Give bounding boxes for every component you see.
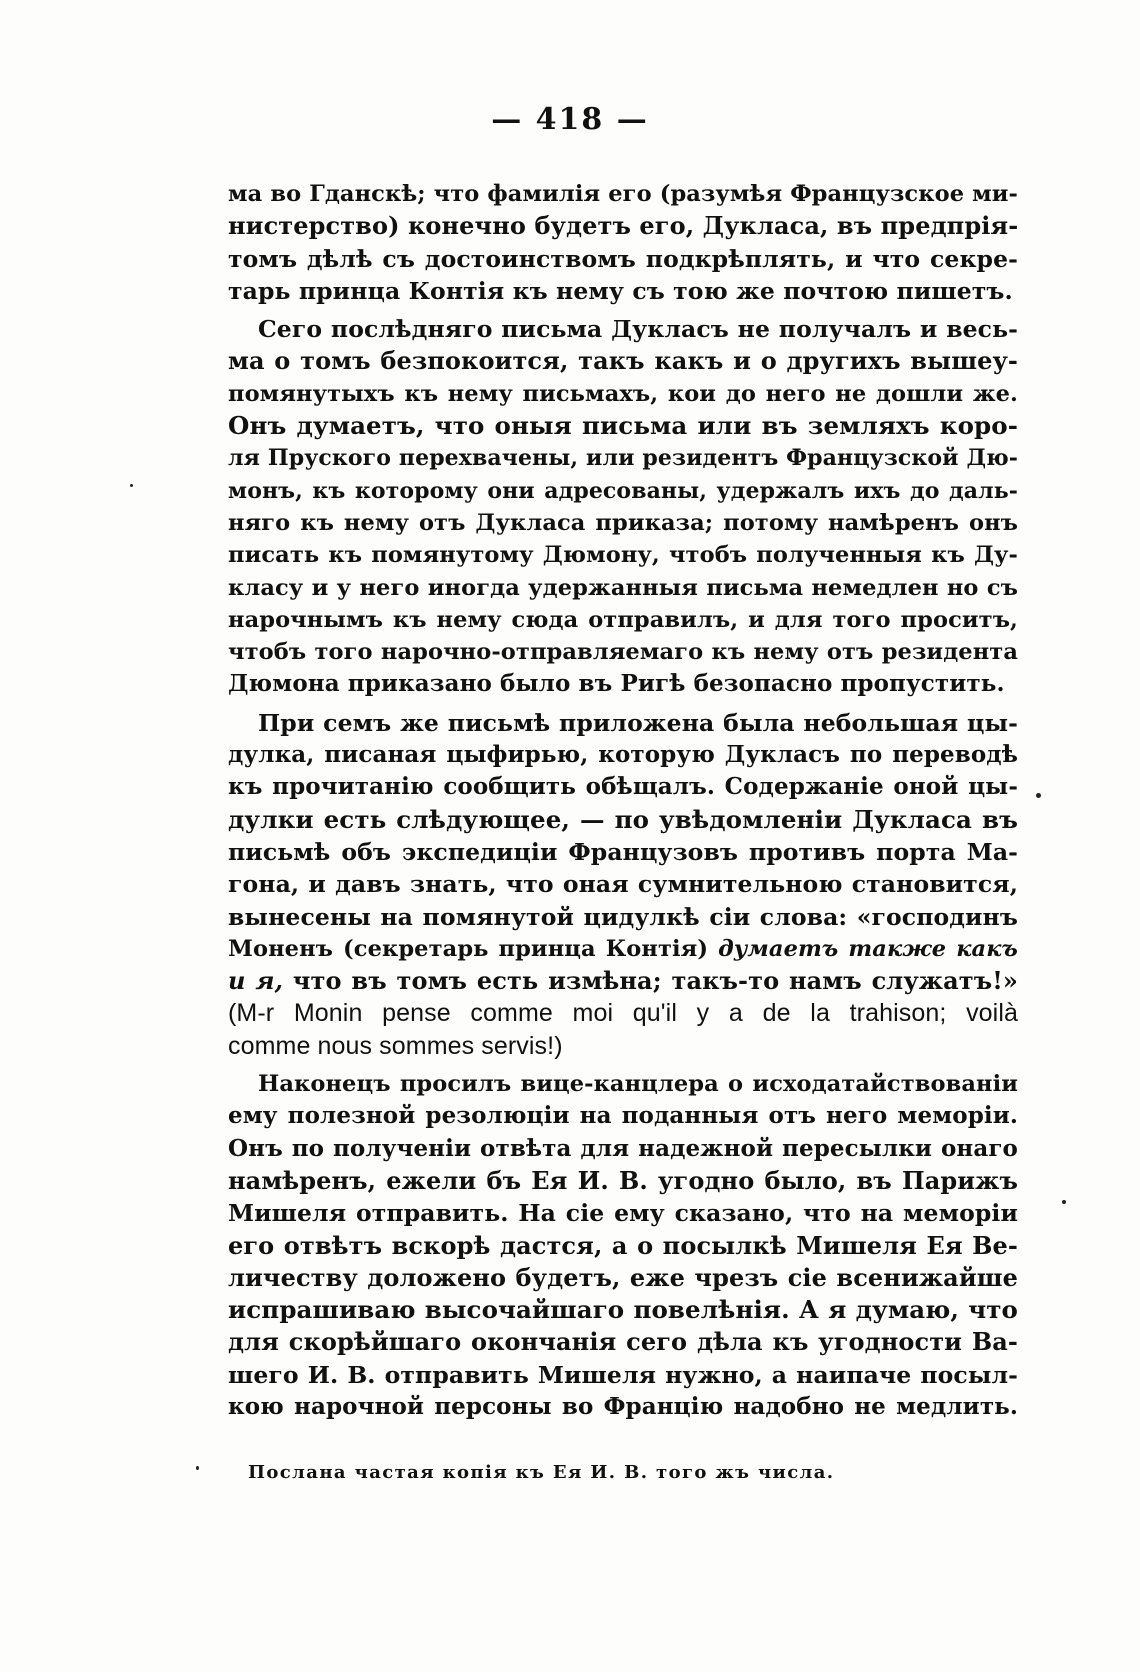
text-line: Наконецъ просилъ вице-канцлера о исходатайствованіи — [258, 1071, 1018, 1098]
text-line-french: (M-r Monin pense comme moi qu'il y a de la trahison; voilà — [228, 999, 1018, 1028]
italic-segment: думаетъ также какъ — [718, 935, 1018, 962]
text-line: личеству доложено будетъ, еже чрезъ сіе всенижайше — [228, 1262, 1018, 1292]
text-line-french: comme nous sommes servis!) — [228, 1031, 563, 1060]
page-number: — 418 — — [491, 102, 649, 137]
text-line: Онъ думаетъ, что оныя письма или въ земляхъ коро- — [228, 411, 1018, 441]
text-segment: что въ томъ есть измѣна; такъ-то намъ служатъ!» — [292, 966, 1018, 996]
text-segment: Моненъ (секретарь принца Контія) — [228, 935, 709, 962]
text-line: вынесены на помянутой цидулкѣ сіи слова: «господинъ — [228, 902, 1018, 931]
text-line: кою нарочной персоны во Францію надобно не медлить. — [228, 1392, 1018, 1420]
text-line: Мишеля отправить. На сіе ему сказано, что на меморіи — [228, 1199, 1018, 1228]
text-line: писать къ помянутому Дюмону, чтобъ полученныя къ Ду- — [228, 542, 1018, 569]
text-line: Сего послѣдняго письма Дукласъ не получалъ и весь- — [258, 315, 1018, 344]
ink-speck — [1036, 793, 1041, 798]
paragraph-4 — [228, 1068, 1018, 1423]
text-line: нистерство) конечно будетъ его, Дукласа, въ предпрія- — [228, 211, 1019, 241]
text-line: помянутыхъ къ нему письмахъ, кои до него не дошли же. — [228, 380, 1018, 407]
paragraph-2 — [228, 313, 1018, 701]
text-line: намѣренъ, ежели бъ Ея И. В. угодно было, въ Парижъ — [228, 1165, 1018, 1195]
text-line: ма во Гданскѣ; что фамилія его (разумѣя Французское ми- — [228, 181, 1018, 207]
text-line: няго къ нему отъ Дукласа приказа; потому намѣренъ онъ — [228, 509, 1018, 536]
text-line: гона, и давъ знать, что оная сумнительною становится, — [228, 870, 1018, 899]
text-line: дулки есть слѣдующее, — по увѣдомленіи Дукласа въ — [228, 804, 1018, 834]
text-line-mixed — [228, 933, 1018, 965]
footnote: Послана частая копія къ Ея И. В. того жъ числа. — [248, 1462, 835, 1483]
text-line-mixed — [228, 965, 1018, 997]
text-line: томъ дѣлѣ съ достоинствомъ подкрѣплять, и что секре- — [228, 244, 1018, 273]
text-line: монъ, къ которому они адресованы, удержалъ ихъ до даль- — [228, 477, 1018, 504]
paragraph-3 — [228, 707, 1018, 1062]
paragraph-1 — [228, 178, 1018, 307]
text-line: нарочнымъ къ нему сюда отправилъ, и для того проситъ, — [228, 606, 1018, 633]
text-line: тарь принца Контія къ нему съ тою же почтою пишетъ. — [228, 276, 1013, 305]
text-line: испрашиваю высочайшаго повелѣнія. А я думаю, что — [228, 1295, 1018, 1325]
ink-speck — [1062, 1200, 1066, 1204]
text-line: дулка, писаная цыфирью, которую Дукласъ по переводѣ — [228, 741, 1018, 769]
ink-speck — [196, 1466, 199, 1470]
text-line: письмѣ объ экспедиціи Французовъ противъ порта Ма- — [228, 837, 1018, 866]
text-line: къ прочитанію сообщить обѣщалъ. Содержаніе оной цы- — [228, 773, 1018, 801]
text-line: При семъ же письмѣ приложена была небольшая цы- — [258, 708, 1018, 737]
text-line: ля Пруского перехвачены, или резидентъ Французской Дю- — [228, 445, 1018, 472]
text-line: чтобъ того нарочно-отправляемаго къ нему отъ резидента — [228, 639, 1018, 666]
text-line: шего И. В. отправить Мишеля нужно, а наипаче посыл- — [228, 1360, 1018, 1389]
text-line: ма о томъ безпокоится, такъ какъ и о другихъ вышеу- — [228, 346, 1018, 376]
italic-segment: и я, — [228, 966, 284, 996]
text-line: ему полезной резолюціи на поданныя отъ него меморіи. — [228, 1102, 1018, 1130]
text-line: класу и у него иногда удержанныя письма немедлен но съ — [228, 574, 1018, 601]
body-text — [228, 178, 1018, 1423]
text-line: Дюмона приказано было въ Ригѣ безопасно пропустить. — [228, 670, 1005, 698]
text-line: Онъ по полученіи отвѣта для надежной пересылки онаго — [228, 1134, 1018, 1162]
ink-speck — [130, 484, 133, 487]
text-line: для скорѣйшаго окончанія сего дѣла къ угодности Ва- — [228, 1327, 1018, 1357]
text-line: его отвѣтъ вскорѣ дастся, а о посылкѣ Мишеля Ея Ве- — [228, 1230, 1018, 1260]
